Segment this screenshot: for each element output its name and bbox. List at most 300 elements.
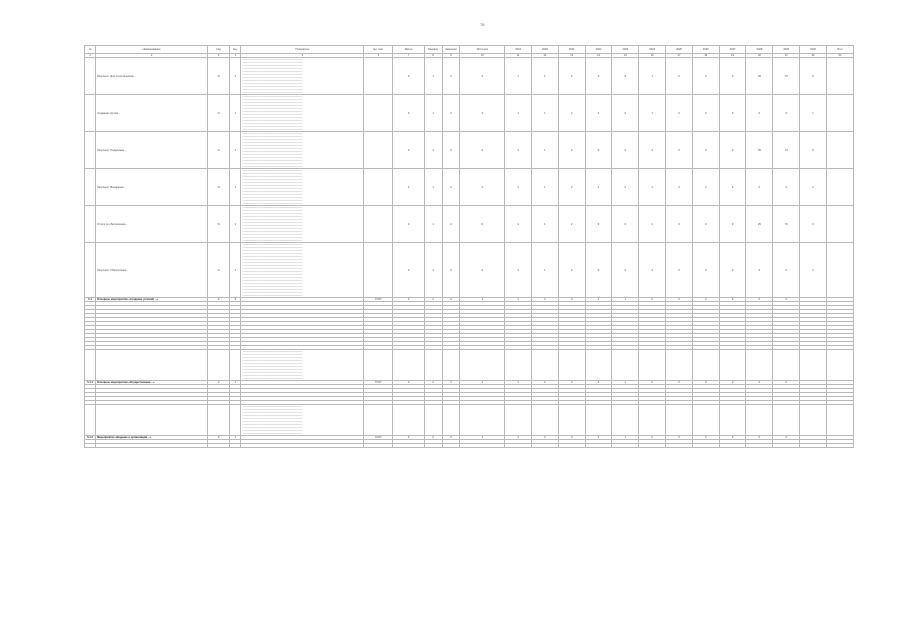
row-empty-cell: [826, 243, 853, 298]
row-value-cell: [558, 405, 585, 436]
index-cell: 19: [719, 54, 746, 58]
row-value-cell: 0: [692, 132, 719, 169]
row-indicator-cell: [241, 405, 364, 436]
row-desc-cell: Результат: Для строительства…: [96, 58, 208, 95]
section-code-cell: 0: [207, 381, 229, 385]
index-cell: 13: [558, 54, 585, 58]
row-value-cell: 0: [393, 243, 424, 298]
row-value-cell: 1: [505, 58, 532, 95]
row-value-cell: 2: [442, 58, 460, 95]
section-value-cell: 1: [460, 381, 505, 385]
row-value-cell: 0: [393, 95, 424, 132]
row-code-cell: 1: [230, 243, 241, 298]
row-value-cell: 1: [424, 243, 442, 298]
row-value-cell: 0: [666, 95, 693, 132]
section-value-cell: 0: [692, 298, 719, 302]
row-value-cell: 1: [639, 95, 666, 132]
row-value-cell: [585, 405, 612, 436]
index-cell: 12: [531, 54, 558, 58]
section-num-cell: 5.1: [85, 298, 96, 302]
row-value-cell: 0: [460, 95, 505, 132]
row-value-cell: [612, 405, 639, 436]
table-row: [85, 58, 854, 95]
sub-cell: [241, 444, 364, 448]
index-cell: 6: [364, 54, 393, 58]
row-value-cell: [800, 350, 827, 381]
row-measure-cell: [364, 243, 393, 298]
section-num-cell: 5.1.2: [85, 436, 96, 440]
row-desc-cell: Услуги по обеспечению…: [96, 206, 208, 243]
row-value-cell: [639, 350, 666, 381]
row-value-cell: 1: [505, 206, 532, 243]
row-value-cell: [505, 350, 532, 381]
index-cell: 1: [85, 54, 96, 58]
row-value-cell: 0: [773, 95, 800, 132]
row-value-cell: 1: [800, 95, 827, 132]
section-value-cell: 0: [746, 436, 773, 440]
section-value-cell: 1: [612, 436, 639, 440]
sub-cell: [746, 444, 773, 448]
section-value-cell: 0: [442, 381, 460, 385]
sub-cell: [505, 444, 532, 448]
section-code-cell: 0: [207, 436, 229, 440]
section-value-cell: 2: [424, 436, 442, 440]
row-empty-cell: [826, 206, 853, 243]
row-value-cell: [585, 350, 612, 381]
row-value-cell: 0: [612, 206, 639, 243]
text-lines: ————————————————————————— ————————————————————————— ————————————————————————— ————————————————————————— ————————————————————————— ————————————————————————— ————————————————————————— ————————————————————————— ————————————————————————— —————————————————————————: [242, 405, 303, 435]
index-cell: 11: [505, 54, 532, 58]
section-value-cell: 0: [639, 298, 666, 302]
row-measure-cell: [364, 206, 393, 243]
row-value-cell: [364, 405, 393, 436]
header-row: [85, 46, 854, 54]
row-value-cell: 2: [558, 169, 585, 206]
row-value-cell: 2: [558, 95, 585, 132]
section-value-cell: 2: [585, 381, 612, 385]
row-value-cell: 0: [393, 132, 424, 169]
row-code-cell: 1: [230, 95, 241, 132]
section-value-cell: 0: [746, 298, 773, 302]
index-cell: 2: [96, 54, 208, 58]
row-desc-cell: Создание систем…: [96, 95, 208, 132]
sub-cell: [666, 444, 693, 448]
section-value-cell: 0: [666, 298, 693, 302]
row-value-cell: [393, 350, 424, 381]
header-cell: 2019: [505, 46, 532, 54]
row-value-cell: 0: [692, 58, 719, 95]
row-desc-cell: Результат: Внедрение…: [96, 169, 208, 206]
text-lines: ————————————————————————— ————————————————————————— ————————————————————————— ————————————————————————— ————————————————————————— ————————————————————————— ————————————————————————— ————————————————————————— ————————————————————————— ————————————————————————— ————————————————————————— —————————————————————————: [242, 169, 303, 205]
row-value-cell: 1: [800, 169, 827, 206]
row-value-cell: 0: [692, 243, 719, 298]
row-value-cell: 2: [558, 206, 585, 243]
row-value-cell: 1: [424, 132, 442, 169]
index-cell: 8: [424, 54, 442, 58]
row-num-cell: [85, 95, 96, 132]
sub-cell: [207, 444, 229, 448]
row-value-cell: [773, 350, 800, 381]
row-value-cell: 2: [442, 169, 460, 206]
section-value-cell: 0: [719, 381, 746, 385]
row-measure-cell: [364, 132, 393, 169]
sub-cell: [800, 444, 827, 448]
row-value-cell: 1: [531, 169, 558, 206]
row-value-cell: [531, 405, 558, 436]
row-value-cell: 25: [746, 206, 773, 243]
sub-cell: [612, 444, 639, 448]
table-row: [85, 350, 854, 381]
row-value-cell: 0: [719, 169, 746, 206]
row-empty-cell: [826, 95, 853, 132]
row-value-cell: [719, 350, 746, 381]
table-row: [85, 95, 854, 132]
section-value-cell: 2: [531, 436, 558, 440]
section-value-cell: 2: [424, 381, 442, 385]
row-indicator-cell: [241, 350, 364, 381]
section-value-cell: 1: [505, 381, 532, 385]
row-value-cell: [826, 405, 853, 436]
row-value-cell: 70: [773, 206, 800, 243]
row-value-cell: 2: [558, 132, 585, 169]
row-value-cell: [460, 405, 505, 436]
section-value-cell: 0: [393, 436, 424, 440]
header-cell: 2027: [719, 46, 746, 54]
row-measure-cell: [364, 95, 393, 132]
section-rate-cell: 1: [230, 436, 241, 440]
section-value-cell: 0: [442, 436, 460, 440]
section-method-cell: ГОСТ: [364, 436, 393, 440]
row-num-cell: [85, 169, 96, 206]
index-cell: 14: [585, 54, 612, 58]
section-value-cell: 1: [460, 436, 505, 440]
row-value-cell: 0: [442, 132, 460, 169]
section-title-cell: Мероприятие «Ведение и организация…»: [96, 436, 208, 440]
row-value-cell: 0: [585, 169, 612, 206]
row-value-cell: 1: [531, 206, 558, 243]
sub-cell: [639, 444, 666, 448]
row-value-cell: [505, 405, 532, 436]
section-rate-cell: 1: [230, 381, 241, 385]
row-value-cell: 0: [666, 169, 693, 206]
sub-cell: [460, 444, 505, 448]
section-value-cell: 0: [666, 381, 693, 385]
text-lines: ————————————————————————— ————————————————————————— ————————————————————————— ————————————————————————— ————————————————————————— ————————————————————————— ————————————————————————— ————————————————————————— ————————————————————————— ————————————————————————— ————————————————————————— —————————————————————————: [242, 58, 303, 94]
row-unit-cell: %: [207, 95, 229, 132]
section-value-cell: 0: [442, 298, 460, 302]
row-value-cell: 0: [719, 206, 746, 243]
row-value-cell: 1: [639, 169, 666, 206]
row-value-cell: 0: [460, 132, 505, 169]
header-cell: Ед.: [230, 46, 241, 54]
row-code-cell: 1: [230, 58, 241, 95]
row-value-cell: [393, 405, 424, 436]
section-value-cell: 1: [505, 436, 532, 440]
row-num-cell: [85, 243, 96, 298]
row-value-cell: 0: [612, 95, 639, 132]
row-value-cell: 2: [558, 243, 585, 298]
row-value-cell: 1: [505, 169, 532, 206]
row-value-cell: [800, 405, 827, 436]
row-value-cell: 0: [800, 132, 827, 169]
row-value-cell: 1: [531, 132, 558, 169]
row-empty-cell: [826, 169, 853, 206]
header-cell: 2028: [746, 46, 773, 54]
row-value-cell: 0: [460, 206, 505, 243]
section-value-cell: 0: [692, 381, 719, 385]
row-unit-cell: %: [207, 132, 229, 169]
section-value-cell: 2: [585, 298, 612, 302]
row-measure-cell: [364, 58, 393, 95]
index-cell: 17: [666, 54, 693, 58]
header-cell: 2023: [612, 46, 639, 54]
header-cell: Показатель: [241, 46, 364, 54]
header-cell: Метод: [393, 46, 424, 54]
sub-cell: [96, 444, 208, 448]
row-value-cell: 0: [585, 95, 612, 132]
row-value-cell: [773, 405, 800, 436]
table-body: [85, 58, 854, 448]
row-value-cell: 0: [585, 132, 612, 169]
header-cell: Наименование: [96, 46, 208, 54]
row-unit-cell: %: [207, 58, 229, 95]
row-empty-cell: [826, 132, 853, 169]
row-value-cell: 0: [719, 132, 746, 169]
row-value-cell: 1: [424, 58, 442, 95]
row-value-cell: 70: [773, 58, 800, 95]
row-value-cell: 0: [666, 206, 693, 243]
row-value-cell: 0: [692, 206, 719, 243]
row-value-cell: [826, 350, 853, 381]
sub-cell: [585, 444, 612, 448]
row-indicator-cell: [241, 132, 364, 169]
header-cell: 2026: [692, 46, 719, 54]
header-cell: 2022: [585, 46, 612, 54]
section-value-cell: 2: [531, 381, 558, 385]
row-value-cell: 1: [531, 58, 558, 95]
text-lines: ————————————————————————— ————————————————————————— ————————————————————————— ————————————————————————— ————————————————————————— ————————————————————————— ————————————————————————— ————————————————————————— ————————————————————————— —————————————————————————: [242, 350, 303, 380]
section-num-cell: 5.1.1: [85, 381, 96, 385]
row-value-cell: 0: [773, 243, 800, 298]
row-num-cell: [85, 405, 96, 436]
row-indicator-cell: [241, 169, 364, 206]
section-value-cell: 0: [719, 298, 746, 302]
row-indicator-cell: [241, 206, 364, 243]
index-cell: 3: [207, 54, 229, 58]
sub-cell: [393, 444, 424, 448]
row-value-cell: 1: [531, 95, 558, 132]
row-value-cell: [666, 350, 693, 381]
row-num-cell: [85, 58, 96, 95]
row-value-cell: 1: [505, 243, 532, 298]
row-value-cell: 0: [666, 243, 693, 298]
row-value-cell: [746, 350, 773, 381]
row-code-cell: 1: [230, 132, 241, 169]
row-value-cell: [666, 405, 693, 436]
row-desc-cell: Результат: Поддержка…: [96, 132, 208, 169]
sub-cell: [364, 444, 393, 448]
section-title-cell: Основное мероприятие «Создание условий…»: [96, 298, 208, 302]
row-indicator-cell: [241, 95, 364, 132]
row-value-cell: 0: [666, 58, 693, 95]
row-value-cell: 0: [460, 169, 505, 206]
row-value-cell: 1: [424, 95, 442, 132]
table-row: [85, 169, 854, 206]
header-cell: Базовое: [424, 46, 442, 54]
row-indicator-cell: [241, 243, 364, 298]
section-rate-cell: 5: [230, 298, 241, 302]
row-unit-cell: %: [207, 243, 229, 298]
row-value-cell: 2: [558, 58, 585, 95]
row-value-cell: 0: [666, 132, 693, 169]
section-value-cell: 0: [773, 298, 800, 302]
row-value-cell: 1: [531, 243, 558, 298]
index-cell: 15: [612, 54, 639, 58]
row-value-cell: 2: [442, 206, 460, 243]
row-value-cell: [424, 350, 442, 381]
row-value-cell: 0: [746, 95, 773, 132]
row-num-cell: [85, 206, 96, 243]
section-code-cell: 0: [207, 298, 229, 302]
header-cell: 2025: [666, 46, 693, 54]
section-value-cell: 0: [558, 298, 585, 302]
text-lines: ————————————————————————— ————————————————————————— ————————————————————————— ————————————————————————— ————————————————————————— ————————————————————————— ————————————————————————— ————————————————————————— ————————————————————————— ————————————————————————— ————————————————————————— —————————————————————————: [242, 206, 303, 242]
index-cell: 22: [800, 54, 827, 58]
row-value-cell: 0: [393, 58, 424, 95]
row-value-cell: [424, 405, 442, 436]
section-value-cell: 0: [773, 436, 800, 440]
header-cell: Ед. изм.: [364, 46, 393, 54]
row-value-cell: 0: [800, 58, 827, 95]
index-cell: 4: [230, 54, 241, 58]
row-code-cell: [230, 350, 241, 381]
header-cell: 2024: [639, 46, 666, 54]
row-value-cell: 0: [585, 206, 612, 243]
sub-cell: [826, 444, 853, 448]
section-value-cell: 2: [424, 298, 442, 302]
row-measure-cell: [364, 169, 393, 206]
header-cell: 2029: [773, 46, 800, 54]
row-value-cell: 0: [746, 243, 773, 298]
header-cell: Значение: [442, 46, 460, 54]
sub-cell: [442, 444, 460, 448]
index-cell: 23: [826, 54, 853, 58]
row-unit-cell: %: [207, 169, 229, 206]
section-value-cell: 2: [585, 436, 612, 440]
row-value-cell: 0: [585, 243, 612, 298]
section-value-cell: 0: [666, 436, 693, 440]
section-value-cell: 0: [639, 436, 666, 440]
row-value-cell: 0: [773, 169, 800, 206]
section-value-cell: 0: [719, 436, 746, 440]
row-value-cell: 0: [612, 243, 639, 298]
row-value-cell: [558, 350, 585, 381]
row-unit-cell: %: [207, 206, 229, 243]
index-cell: 18: [692, 54, 719, 58]
row-value-cell: 1: [800, 243, 827, 298]
row-value-cell: 0: [800, 206, 827, 243]
row-value-cell: 0: [612, 132, 639, 169]
row-value-cell: [442, 405, 460, 436]
page-number: 79: [480, 22, 485, 27]
row-value-cell: 0: [719, 95, 746, 132]
row-desc-cell: Результат: Обеспечение…: [96, 243, 208, 298]
row-code-cell: 1: [230, 169, 241, 206]
section-value-cell: 0: [558, 381, 585, 385]
row-unit-cell: [207, 350, 229, 381]
data-table: [84, 45, 854, 448]
row-value-cell: 0: [585, 58, 612, 95]
text-lines: ————————————————————————— ————————————————————————— ————————————————————————— ————————————————————————— ————————————————————————— ————————————————————————— ————————————————————————— ————————————————————————— ————————————————————————— ————————————————————————— ————————————————————————— —————————————————————————: [242, 132, 303, 168]
row-value-cell: [639, 405, 666, 436]
index-cell: 20: [746, 54, 773, 58]
row-value-cell: 0: [692, 169, 719, 206]
sub-cell: [719, 444, 746, 448]
row-unit-cell: [207, 405, 229, 436]
section-value-cell: 0: [773, 381, 800, 385]
header-cell: 2021: [558, 46, 585, 54]
section-value-cell: 0: [746, 381, 773, 385]
section-value-cell: 0: [639, 381, 666, 385]
text-lines: ————————————————————————— ————————————————————————— ————————————————————————— ————————————————————————— ————————————————————————— ————————————————————————— ————————————————————————— ————————————————————————— ————————————————————————— ————————————————————————— ————————————————————————— ————————————————————————— ————————————————————————— ————————————————————————— ————————————————————————— ————————————————————————— ————————————————————————— —————————————————————————: [242, 243, 303, 297]
row-code-cell: [230, 405, 241, 436]
row-value-cell: 0: [692, 95, 719, 132]
index-cell: 10: [460, 54, 505, 58]
index-cell: 7: [393, 54, 424, 58]
header-cell: 2030: [800, 46, 827, 54]
sub-cell: [85, 444, 96, 448]
row-value-cell: [612, 350, 639, 381]
row-desc-cell: [96, 405, 208, 436]
text-lines: ————————————————————————— ————————————————————————— ————————————————————————— ————————————————————————— ————————————————————————— ————————————————————————— ————————————————————————— ————————————————————————— ————————————————————————— ————————————————————————— ————————————————————————— —————————————————————————: [242, 95, 303, 131]
header-cell: Код: [207, 46, 229, 54]
row-desc-cell: [96, 350, 208, 381]
header-cell: Итог: [826, 46, 853, 54]
header-cell: №: [85, 46, 96, 54]
section-value-cell: 1: [505, 298, 532, 302]
section-value-cell: 0: [393, 381, 424, 385]
row-code-cell: 1: [230, 206, 241, 243]
table-row: [85, 206, 854, 243]
row-value-cell: 0: [460, 243, 505, 298]
row-value-cell: 1: [424, 206, 442, 243]
row-value-cell: 1: [505, 132, 532, 169]
index-cell: 9: [442, 54, 460, 58]
row-indicator-cell: [241, 58, 364, 95]
sub-cell: [692, 444, 719, 448]
row-num-cell: [85, 132, 96, 169]
row-value-cell: 1: [424, 169, 442, 206]
sub-row: [85, 444, 854, 448]
table-row: [85, 405, 854, 436]
sub-cell: [531, 444, 558, 448]
header-cell: Источник: [460, 46, 505, 54]
row-value-cell: 25: [746, 58, 773, 95]
row-num-cell: [85, 350, 96, 381]
section-value-cell: 1: [460, 298, 505, 302]
row-value-cell: 1: [639, 243, 666, 298]
row-value-cell: 0: [442, 243, 460, 298]
row-value-cell: 0: [612, 58, 639, 95]
row-empty-cell: [826, 58, 853, 95]
row-value-cell: 1: [639, 58, 666, 95]
section-value-cell: 1: [612, 381, 639, 385]
sub-cell: [230, 444, 241, 448]
row-value-cell: 0: [393, 206, 424, 243]
section-value-cell: 2: [531, 298, 558, 302]
row-value-cell: [460, 350, 505, 381]
row-value-cell: 0: [393, 169, 424, 206]
